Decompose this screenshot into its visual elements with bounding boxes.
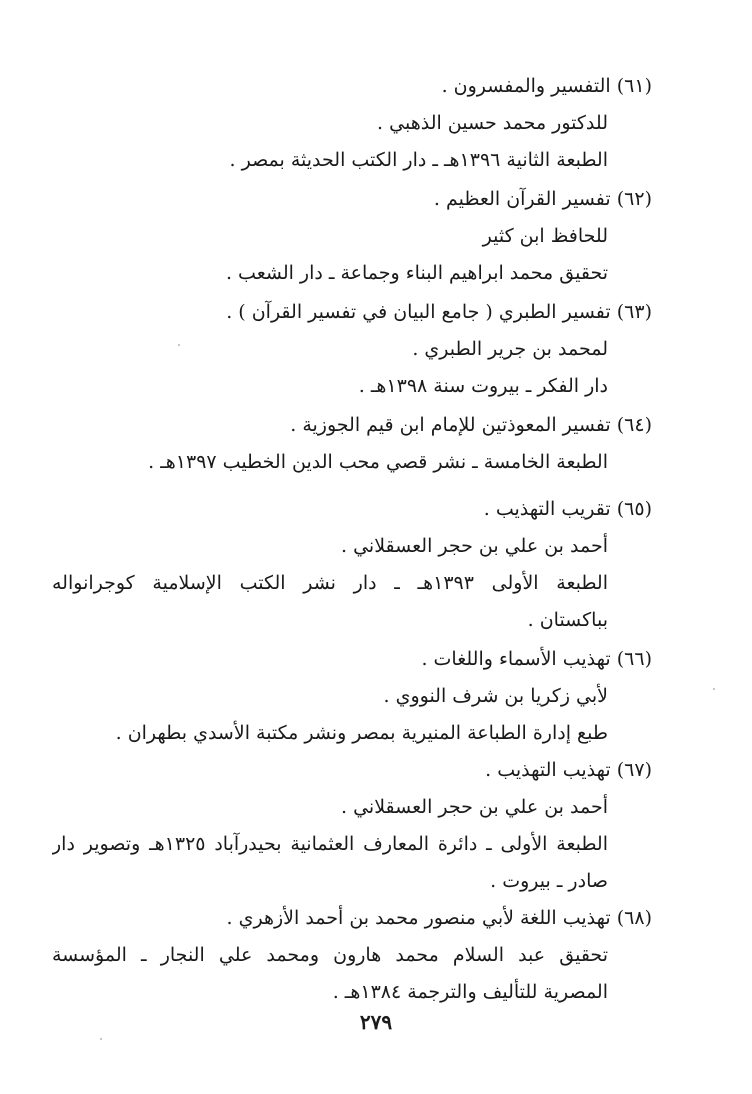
scan-speck [178, 344, 180, 346]
scan-speck [100, 1038, 102, 1040]
entry-line: طبع إدارة الطباعة المنيرية بمصر ونشر مكتبة الأسدي بطهران . [115, 722, 608, 744]
entry-line: تحقيق محمد ابراهيم البناء وجماعة ـ دار الشعب . [225, 262, 608, 284]
entry-line: الطبعة الأولى ـ دائرة المعارف العثمانية بحيدرآباد ١٣٢٥هـ وتصوير دار [52, 833, 608, 855]
entry-line: للحافظ ابن كثير [482, 225, 608, 247]
scan-speck [713, 688, 715, 690]
entry-line: دار الفكر ـ بيروت سنة ١٣٩٨هـ . [358, 375, 608, 397]
entry-line: لأبي زكريا بن شرف النووي . [383, 685, 608, 707]
entry-line: لمحمد بن جرير الطبري . [412, 338, 608, 360]
entry-line: المصرية للتأليف والترجمة ١٣٨٤هـ . [332, 981, 608, 1003]
entry-line: صادر ـ بيروت . [490, 870, 608, 892]
entry-line: أحمد بن علي بن حجر العسقلاني . [341, 796, 608, 818]
page-number: ٢٧٩ [359, 1010, 393, 1034]
entry-line: الطبعة الأولى ١٣٩٣هـ ـ دار نشر الكتب الإسلامية كوجرانواله [52, 572, 609, 594]
entry-line: الطبعة الثانية ١٣٩٦هـ ـ دار الكتب الحديثة بمصر . [229, 149, 608, 171]
entry-line: بباكستان . [527, 609, 608, 631]
entry-heading: (٦٧) تهذيب التهذيب . [485, 759, 652, 781]
entry-heading: (٦٢) تفسير القرآن العظيم . [433, 188, 652, 210]
entry-line: أحمد بن علي بن حجر العسقلاني . [341, 535, 608, 557]
entry-heading: (٦٨) تهذيب اللغة لأبي منصور محمد بن أحمد الأزهري . [226, 907, 652, 929]
entry-line: تحقيق عبد السلام محمد هارون ومحمد علي النجار ـ المؤسسة [52, 944, 608, 966]
entry-heading: (٦٤) تفسير المعوذتين للإمام ابن قيم الجوزية . [290, 414, 652, 436]
entry-heading: (٦٥) تقريب التهذيب . [483, 498, 652, 520]
bibliography-list [52, 68, 652, 1011]
entry-line: الطبعة الخامسة ـ نشر قصي محب الدين الخطيب ١٣٩٧هـ . [148, 451, 608, 473]
entry-heading: (٦١) التفسير والمفسرون . [441, 75, 652, 97]
entry-line: للدكتور محمد حسين الذهبي . [377, 112, 608, 134]
entry-heading: (٦٦) تهذيب الأسماء واللغات . [421, 648, 652, 670]
entry-heading: (٦٣) تفسير الطبري ( جامع البيان في تفسير القرآن ) . [226, 301, 652, 323]
